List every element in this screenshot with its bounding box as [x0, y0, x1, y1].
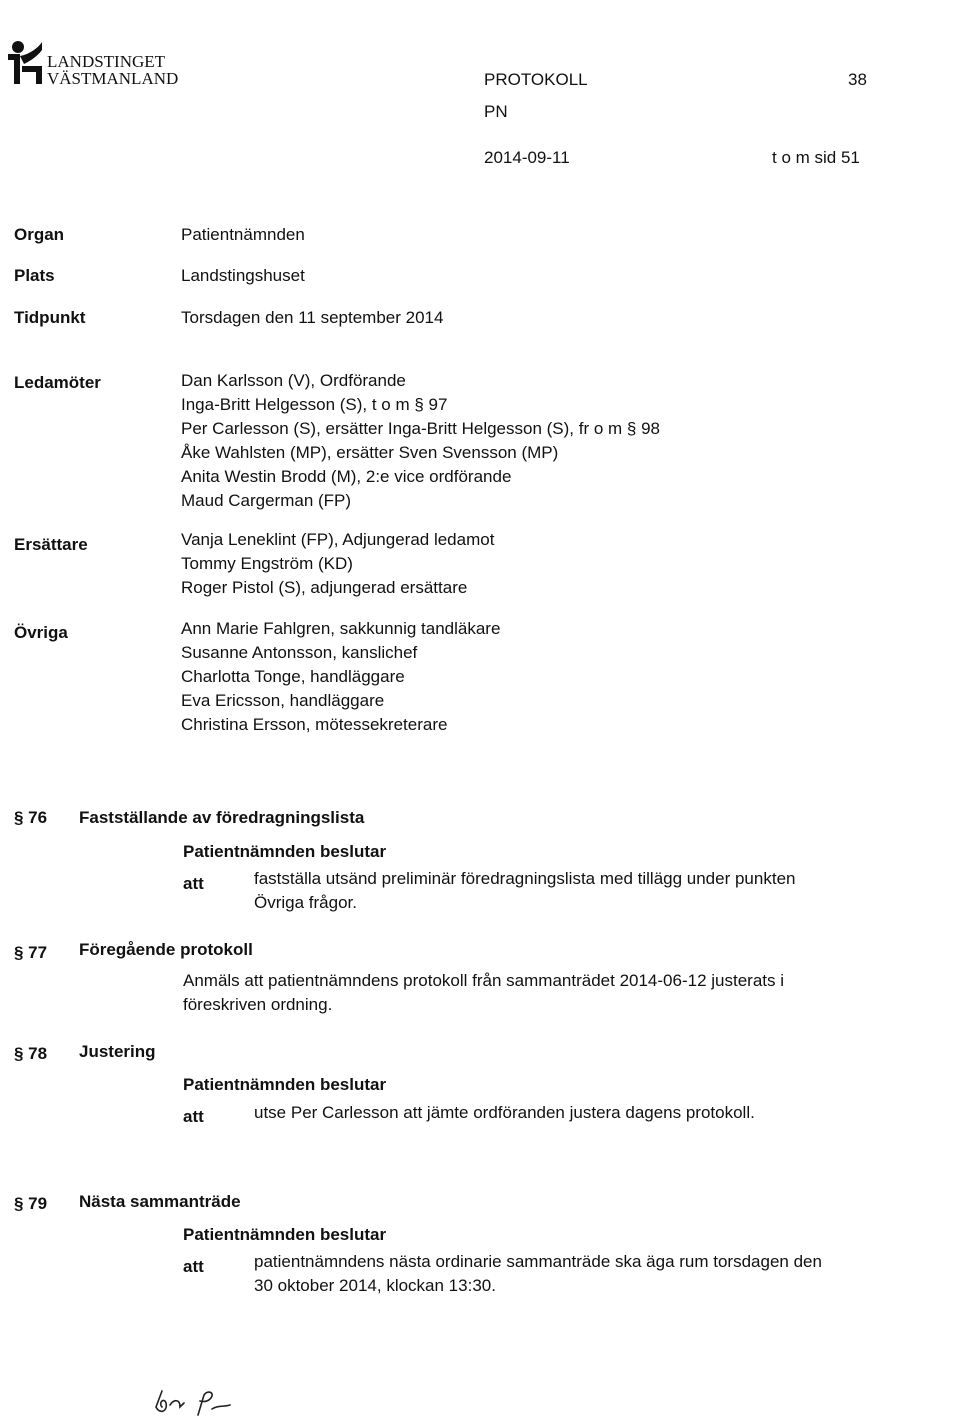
- section-76-text-line: Övriga frågor.: [254, 893, 357, 912]
- list-item: Christina Ersson, mötessekreterare: [181, 715, 448, 734]
- ersattare-label: Ersättare: [14, 535, 88, 554]
- ledamoter-label: Ledamöter: [14, 373, 101, 392]
- section-77-title: Föregående protokoll: [79, 940, 253, 959]
- section-76-title: Fastställande av föredragningslista: [79, 808, 365, 827]
- section-79-att: att: [183, 1257, 204, 1276]
- tidpunkt-value: Torsdagen den 11 september 2014: [181, 308, 444, 327]
- section-78-decision-heading: Patientnämnden beslutar: [183, 1075, 387, 1094]
- list-item: Susanne Antonsson, kanslichef: [181, 643, 418, 662]
- section-79-number: § 79: [14, 1194, 48, 1213]
- section-76-att: att: [183, 874, 204, 893]
- section-76-decision-heading: Patientnämnden beslutar: [183, 842, 387, 861]
- page-range: t o m sid 51: [772, 148, 860, 167]
- section-77-number: § 77: [14, 943, 48, 962]
- section-77-text-line: Anmäls att patientnämndens protokoll från sammanträdet 2014-06-12 justerats i: [183, 971, 784, 990]
- section-79-text: [254, 1250, 822, 1298]
- ersattare-list: [181, 528, 494, 600]
- section-76-text-line: fastställa utsänd preliminär föredragningslista med tillägg under punkten: [254, 869, 796, 888]
- plats-value: Landstingshuset: [181, 266, 305, 285]
- list-item: Dan Karlsson (V), Ordförande: [181, 371, 406, 390]
- meeting-date: 2014-09-11: [484, 148, 570, 167]
- organization-logo-icon: [6, 40, 44, 86]
- list-item: Eva Ericsson, handläggare: [181, 691, 385, 710]
- section-76-text: [254, 867, 795, 915]
- committee-code: PN: [484, 102, 508, 121]
- list-item: Anita Westin Brodd (M), 2:e vice ordförande: [181, 467, 512, 486]
- ovriga-label: Övriga: [14, 623, 68, 642]
- section-78-number: § 78: [14, 1044, 48, 1063]
- section-79-text-line: 30 oktober 2014, klockan 13:30.: [254, 1276, 496, 1295]
- page-number: 38: [848, 70, 867, 89]
- organ-label: Organ: [14, 225, 65, 244]
- section-77-text-line: föreskriven ordning.: [183, 995, 333, 1014]
- tidpunkt-label: Tidpunkt: [14, 308, 86, 327]
- list-item: Ann Marie Fahlgren, sakkunnig tandläkare: [181, 619, 501, 638]
- ledamoter-list: [181, 369, 660, 513]
- organization-name-line2: VÄSTMANLAND: [47, 69, 179, 88]
- list-item: Åke Wahlsten (MP), ersätter Sven Svensson (MP): [181, 443, 559, 462]
- section-79-text-line: patientnämndens nästa ordinarie sammanträde ska äga rum torsdagen den: [254, 1252, 822, 1271]
- plats-label: Plats: [14, 266, 55, 285]
- section-79-title: Nästa sammanträde: [79, 1192, 241, 1211]
- section-78-att: att: [183, 1107, 204, 1126]
- section-79-decision-heading: Patientnämnden beslutar: [183, 1225, 387, 1244]
- list-item: Tommy Engström (KD): [181, 554, 353, 573]
- section-78-text: utse Per Carlesson att jämte ordföranden justera dagens protokoll.: [254, 1103, 755, 1122]
- list-item: Maud Cargerman (FP): [181, 491, 352, 510]
- ovriga-list: [181, 617, 500, 737]
- section-76-number: § 76: [14, 808, 48, 827]
- list-item: Roger Pistol (S), adjungerad ersättare: [181, 578, 468, 597]
- list-item: Per Carlesson (S), ersätter Inga-Britt Helgesson (S), fr o m § 98: [181, 419, 661, 438]
- document-type: PROTOKOLL: [484, 70, 588, 89]
- handwritten-initials-signature: [150, 1385, 240, 1421]
- organization-name-line1: LANDSTINGET: [47, 52, 166, 71]
- organ-value: Patientnämnden: [181, 225, 305, 244]
- section-78-title: Justering: [79, 1042, 156, 1061]
- list-item: Vanja Leneklint (FP), Adjungerad ledamot: [181, 530, 495, 549]
- section-77-text: [183, 969, 784, 1017]
- list-item: Inga-Britt Helgesson (S), t o m § 97: [181, 395, 448, 414]
- list-item: Charlotta Tonge, handläggare: [181, 667, 405, 686]
